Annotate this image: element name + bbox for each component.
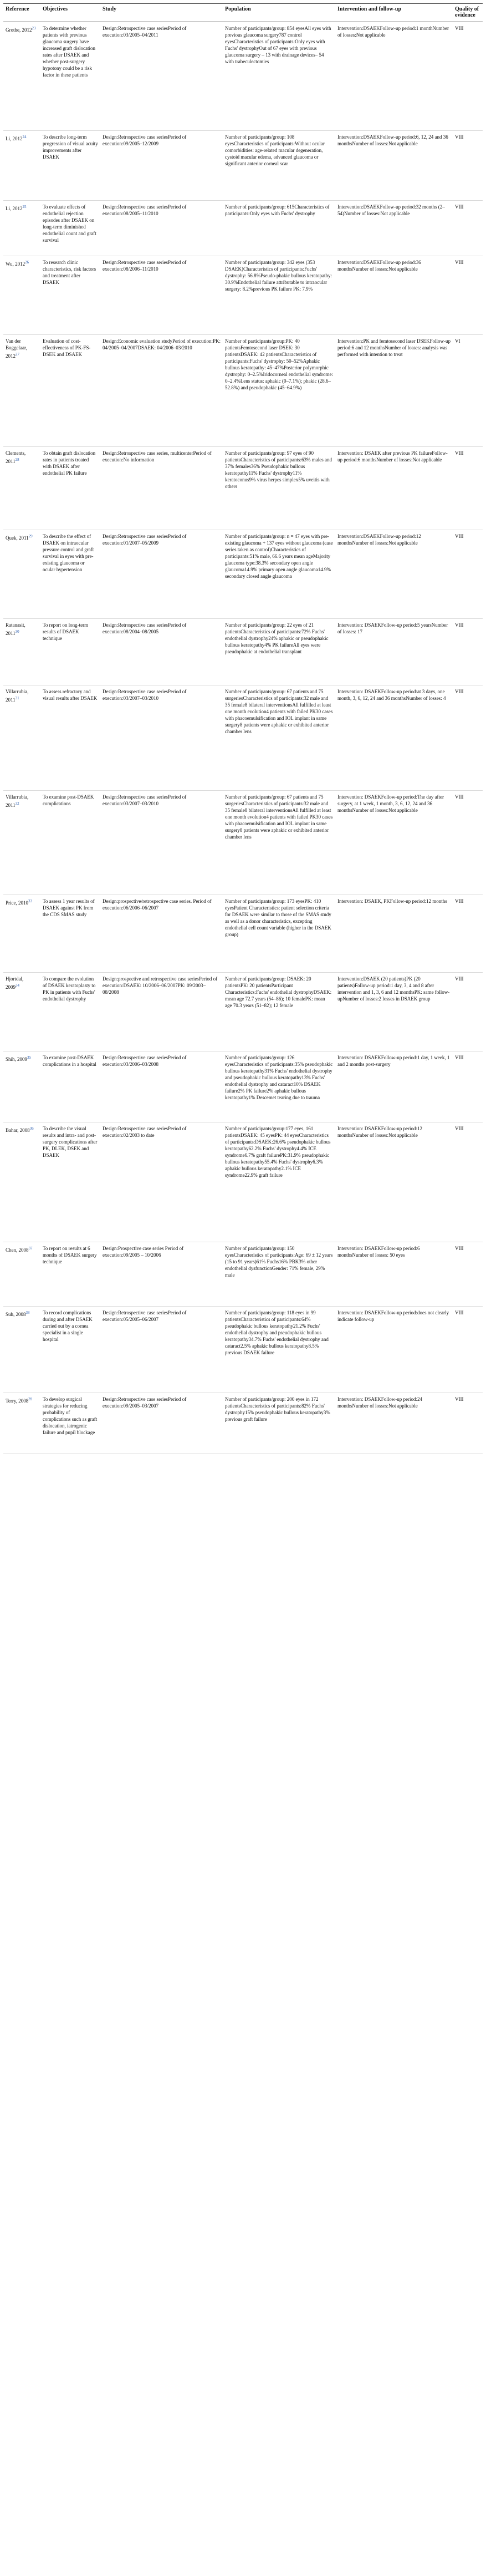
cell-reference bbox=[3, 256, 40, 335]
cell-intervention: Intervention:DSAEKFollow-up period:32 months (2–54)Number of losses:Not applicable bbox=[335, 201, 453, 256]
cell-population: Number of participants/group:177 eyes, 161 patientsDSAEK: 45 eyesPK: 44 eyesCharacteristics of participants:DSAEK:26.6% pseudophakic bullous keratopathy62.2% Fuchs' dystrophy4.4% ICE syndrome6.7% graft failurePK:31.9% pseudophakic bullous keratopathy55.4% Fuchs' dystrophy6.3% aphakic bullous keratopathy2.1% ICE syndrome22.9% graft failure bbox=[223, 1122, 335, 1242]
table-row bbox=[3, 22, 483, 131]
cell-intervention: Intervention:DSAEK (20 patients)PK (20 patients)Follow-up period:1 day, 3, 4 and 8 after intervention and 1, 3, 6 and 12 monthsPK: same follow-upNumber of losses:2 losses in DSAEK group bbox=[335, 973, 453, 1051]
cell-population: Number of participants/group: 67 patients and 75 surgeriesCharacteristics of participants:32 male and 35 female8 bilateral interventionsAll fulfilled at least one month evolution4 patients with failed PK30 cases with phacoemulsification and IOL implant in same surgery8 patients were aphakic or exhibited anterior chamber lens bbox=[223, 685, 335, 791]
cell-intervention: Intervention: DSAEKFollow-up period:The day after surgery, at 1 week, 1 month, 3, 6, 12, 24 and 36 monthsNumber of losses:Not applicable bbox=[335, 791, 453, 895]
cell-reference bbox=[3, 791, 40, 895]
reference-citation[interactable]: 30 bbox=[15, 629, 19, 634]
reference-citation[interactable]: 33 bbox=[28, 899, 32, 903]
cell-reference bbox=[3, 1307, 40, 1393]
reference-name[interactable]: Chen, 2008 bbox=[6, 1247, 29, 1253]
reference-name[interactable]: Price, 2010 bbox=[6, 900, 28, 906]
cell-quality: VIII bbox=[453, 1307, 483, 1393]
cell-population: Number of participants/group: 342 eyes (353 DSAEK)Characteristics of participants:Fuchs' dystrophy: 56.8%Pseudo-phakic bullous keratopathy: 30.9%Endothelial failure attributable to intraocular surgery: 8.2%previous PK failure PK: 7.9% bbox=[223, 256, 335, 335]
cell-reference bbox=[3, 1242, 40, 1307]
table-row bbox=[3, 895, 483, 973]
cell-quality: VIII bbox=[453, 1051, 483, 1122]
cell-objectives: To examine post-DSAEK complications bbox=[40, 791, 100, 895]
cell-quality: VIII bbox=[453, 895, 483, 973]
reference-citation[interactable]: 24 bbox=[22, 135, 27, 139]
cell-population: Number of participants/group: 97 eyes of 90 patientsCharacteristics of participants:63% males and 37% females36% Pseudophakic bullous keratopathy11% Fuchs' dystrophy11% keratoconus9% virus herpes simplex5% uveitis with others bbox=[223, 447, 335, 530]
table-row bbox=[3, 619, 483, 685]
table-row bbox=[3, 131, 483, 201]
cell-objectives: To evaluate effects of endothelial rejection episodes after DSAEK on long-term diminished endothelial count and graft survival bbox=[40, 201, 100, 256]
cell-objectives: To describe the visual results and intra- and post-surgery complications after PK, DLEK, DSEK and DSAEK bbox=[40, 1122, 100, 1242]
cell-intervention: Intervention:DSAEKFollow-up period:1 monthNumber of losses:Not applicable bbox=[335, 22, 453, 131]
cell-intervention: Intervention:DSAEKFollow-up period:6, 12, 24 and 36 monthsNumber of losses:Not applicable bbox=[335, 131, 453, 201]
cell-objectives: To obtain graft dislocation rates in patients treated with DSAEK after endothelial PK failure bbox=[40, 447, 100, 530]
cell-intervention: Intervention:PK and femtosecond laser DSEKFollow-up period:6 and 12 monthsNumber of losses: analysis was performed with intention to treat bbox=[335, 335, 453, 447]
cell-reference bbox=[3, 619, 40, 685]
reference-citation[interactable]: 36 bbox=[29, 1126, 34, 1131]
table-row bbox=[3, 1307, 483, 1393]
reference-citation[interactable]: 35 bbox=[27, 1055, 32, 1060]
reference-citation[interactable]: 39 bbox=[28, 1397, 33, 1401]
cell-population: Number of participants/group: 200 eyes in 172 patientsCharacteristics of participants:82% Fuchs' dystrophy15% pseudophakic bullous keratopathy3% previous graft failure bbox=[223, 1393, 335, 1454]
cell-population: Number of participants/group: 615Characteristics of participants:Only eyes with Fuchs' dystrophy bbox=[223, 201, 335, 256]
cell-quality: VIII bbox=[453, 1242, 483, 1307]
header-objectives: Objectives bbox=[40, 4, 100, 22]
reference-name[interactable]: Quek, 2011 bbox=[6, 535, 29, 541]
cell-quality: VI bbox=[453, 335, 483, 447]
cell-study: Design:Retrospective case seriesPeriod of execution:01/2007–05/2009 bbox=[100, 530, 223, 619]
cell-intervention: Intervention: DSAEK, PKFollow-up period:12 months bbox=[335, 895, 453, 973]
cell-reference bbox=[3, 973, 40, 1051]
cell-study: Design:Retrospective case seriesPeriod of execution:03/2007–03/2010 bbox=[100, 685, 223, 791]
cell-reference bbox=[3, 895, 40, 973]
cell-quality: VIII bbox=[453, 530, 483, 619]
cell-study: Design:Retrospective case seriesPeriod of execution:03/2005–04/2011 bbox=[100, 22, 223, 131]
cell-study: Design:Economic evaluation studyPeriod of execution:PK: 04/2005–04/2007DSAEK: 04/2006–03/2010 bbox=[100, 335, 223, 447]
cell-quality: VIII bbox=[453, 201, 483, 256]
cell-objectives: To research clinic characteristics, risk factors and treatment after DSAEK bbox=[40, 256, 100, 335]
cell-intervention: Intervention: DSAEKFollow-up period:24 monthsNumber of losses:Not applicable bbox=[335, 1393, 453, 1454]
cell-study: Design:Prospective case series Period of execution:09/2005 – 10/2006 bbox=[100, 1242, 223, 1307]
cell-objectives: To develop surgical strategies for reducing probability of complications such as graft dislocation, iatrogenic failure and pupil blockage bbox=[40, 1393, 100, 1454]
table-row bbox=[3, 201, 483, 256]
table-row bbox=[3, 335, 483, 447]
cell-quality: VIII bbox=[453, 256, 483, 335]
cell-objectives: To describe long-term progression of visual acuity improvements after DSAEK bbox=[40, 131, 100, 201]
cell-population: Number of participants/group: 126 eyesCharacteristics of participants:35% pseudophakic bullous keratopathy31% Fuchs' endothelial dystrophy and pseudophakic bullous keratopathy13% Fuchs' endothelial dystrophy and cataract10% DSAEK failure2% PK failure2% aphakic bullous keratopathy1% Descemet tearing due to trauma bbox=[223, 1051, 335, 1122]
cell-study: Design:Retrospective case seriesPeriod of execution:03/2006–03/2008 bbox=[100, 1051, 223, 1122]
cell-population: Number of participants/group: DSAEK: 20 patientsPK: 20 patientsParticipant Characteristics:Fuchs' endothelial dystrophyDSAEK: mean age 72.7 years (54–86); 10 femalePK: mean age 70.3 years (51–82); 12 female bbox=[223, 973, 335, 1051]
reference-citation[interactable]: 29 bbox=[28, 534, 33, 538]
cell-objectives: To compare the evolution of DSAEK keratoplasty to PK in patients with Fuchs' endothelial dystrophy bbox=[40, 973, 100, 1051]
cell-quality: VIII bbox=[453, 685, 483, 791]
reference-name[interactable]: Ratanasit, 2011 bbox=[6, 622, 25, 636]
cell-population: Number of participants/group: n = 47 eyes with pre-existing glaucoma + 137 eyes without glaucoma (case series taken as control)Characteristics of participants:51% male, 66.6 years mean ageMajority glaucoma type:38.3% secondary open angle glaucoma14.9% primary open angle glaucoma14.9% secondary closed angle glaucoma bbox=[223, 530, 335, 619]
reference-citation[interactable]: 25 bbox=[22, 205, 27, 209]
cell-quality: VIII bbox=[453, 973, 483, 1051]
table-row bbox=[3, 1242, 483, 1307]
table-row bbox=[3, 256, 483, 335]
table-row bbox=[3, 530, 483, 619]
cell-study: Design:Retrospective case seriesPeriod of execution:03/2007–03/2010 bbox=[100, 791, 223, 895]
reference-name[interactable]: Van der Boggelaar, 2012 bbox=[6, 338, 27, 359]
cell-population: Number of participants/group: 22 eyes of 21 patientsCharacteristics of participants:72% Fuchs' endothelial dystrophy24% aphakic or pseudophakic bullous keratopathy4% PK failureAll eyes were pseudophakic at endothelial transplant bbox=[223, 619, 335, 685]
reference-citation[interactable]: 37 bbox=[28, 1246, 33, 1251]
cell-intervention: Intervention: DSAEKFollow-up period:1 day, 1 week, 1 and 2 months post-surgery bbox=[335, 1051, 453, 1122]
reference-citation[interactable]: 26 bbox=[25, 260, 29, 265]
table-row bbox=[3, 1393, 483, 1454]
cell-objectives: Evaluation of cost-effectiveness of PK-FS-DSEK and DSAEK bbox=[40, 335, 100, 447]
cell-quality: VIII bbox=[453, 1393, 483, 1454]
reference-name[interactable]: Suh, 2008 bbox=[6, 1312, 26, 1317]
cell-study: Design:Retrospective case seriesPeriod of execution:08/2006–11/2010 bbox=[100, 256, 223, 335]
reference-name[interactable]: Li, 2012 bbox=[6, 206, 23, 211]
header-study: Study bbox=[100, 4, 223, 22]
cell-study: Design:Retrospective case series, multicenterPeriod of execution:No information bbox=[100, 447, 223, 530]
cell-objectives: To assess 1 year results of DSAEK against PK from the CDS SMAS study bbox=[40, 895, 100, 973]
reference-name[interactable]: Villarrubia, 2011 bbox=[6, 794, 29, 808]
table-header bbox=[3, 4, 483, 22]
cell-quality: VIII bbox=[453, 791, 483, 895]
cell-population: Number of participants/group:PK: 40 patientsFemtosecond laser DSEK: 30 patientsDSAEK: 42 patientsCharacteristics of participants:Fuchs' dystrophy: 50–52%Aphakic bullous keratopathy: 45–47%Posterior polymorphic dystrophy: 0–2.5%Iridocorneal endothelial syndrome: 0–2.4%Lens status: aphakic (0–7.1%); phakic (28.6–52.8%) and pseudophakic (45–64.9%) bbox=[223, 335, 335, 447]
cell-reference bbox=[3, 22, 40, 131]
cell-study: Design:Retrospective case seriesPeriod of execution:09/2005–12/2009 bbox=[100, 131, 223, 201]
cell-population: Number of participants/group: 173 eyesPK: 410 eyesPatient Characteristics: patient selection criteria for DSAEK were similar to those of the SMAS study as well as a donor characteristics, excepting endothelial cell count variable (higher in the DSAEK group) bbox=[223, 895, 335, 973]
reference-citation[interactable]: 28 bbox=[15, 458, 19, 462]
reference-name[interactable]: Grothe, 2012 bbox=[6, 27, 32, 33]
cell-reference bbox=[3, 201, 40, 256]
cell-objectives: To report on results at 6 months of DSAEK surgery technique bbox=[40, 1242, 100, 1307]
cell-population: Number of participants/group: 108 eyesCharacteristics of participants:Without ocular comorbidities: age-related macular degeneration, cystoid macular edema, advanced glaucoma or significant anterior corneal scar bbox=[223, 131, 335, 201]
header-intervention: Intervention and follow-up bbox=[335, 4, 453, 22]
reference-name[interactable]: Bahar, 2008 bbox=[6, 1127, 30, 1133]
cell-objectives: To determine whether patients with previous glaucoma surgery have increased graft dislocation rates after DSAEK and whether post-surgery hypotony could be a risk factor in these patients bbox=[40, 22, 100, 131]
reference-name[interactable]: Villarrubia, 2011 bbox=[6, 689, 29, 703]
reference-name[interactable]: Shih, 2009 bbox=[6, 1056, 28, 1062]
cell-study: Design:Retrospective case seriesPeriod of execution:02/2003 to date bbox=[100, 1122, 223, 1242]
cell-reference bbox=[3, 1393, 40, 1454]
evidence-table bbox=[3, 3, 483, 1454]
cell-objectives: To record complications during and after DSAEK carried out by a cornea specialist in a single hospital bbox=[40, 1307, 100, 1393]
cell-reference bbox=[3, 685, 40, 791]
cell-intervention: Intervention: DSAEK after previous PK failureFollow-up period:6 monthsNumber of losses:Not applicable bbox=[335, 447, 453, 530]
table-row bbox=[3, 1051, 483, 1122]
reference-name[interactable]: Terry, 2008 bbox=[6, 1398, 29, 1404]
cell-intervention: Intervention:DSAEKFollow-up period:36 monthsNumber of losses:Not applicable bbox=[335, 256, 453, 335]
table-body bbox=[3, 22, 483, 1454]
reference-name[interactable]: Clements, 2011 bbox=[6, 450, 26, 464]
table-row bbox=[3, 447, 483, 530]
table-row bbox=[3, 1122, 483, 1242]
table-row bbox=[3, 791, 483, 895]
cell-objectives: To assess refractory and visual results after DSAEK bbox=[40, 685, 100, 791]
header-quality: Quality of evidence bbox=[453, 4, 483, 22]
cell-intervention: Intervention: DSAEKFollow-up period:5 yearsNumber of losses: 17 bbox=[335, 619, 453, 685]
cell-population: Number of participants/group: 118 eyes in 99 patientsCharacteristics of participants:64% pseudophakic bullous keratopathy21.2% Fuchs' endothelial dystrophy and pseudophakic bullous keratopathy34.7% Fuchs' endothelial dystrophy and cataract2.5% aphakic bullous keratopathy8.5% previous DSAEK failure bbox=[223, 1307, 335, 1393]
cell-intervention: Intervention: DSAEKFollow-up period:at 3 days, one month, 3, 6, 12, 24 and 36 monthsNumber of losses: 4 bbox=[335, 685, 453, 791]
cell-reference bbox=[3, 131, 40, 201]
cell-quality: VIII bbox=[453, 619, 483, 685]
cell-reference bbox=[3, 447, 40, 530]
cell-population: Number of participants/group: 150 eyesCharacteristics of participants:Age: 69 ± 12 years (15 to 91 years)61% Fuchs16% PBK3% other endothelial dysfunctionGender: 71% female, 29% male bbox=[223, 1242, 335, 1307]
reference-citation[interactable]: 23 bbox=[32, 26, 36, 31]
cell-population: Number of participants/group: 67 patients and 75 surgeriesCharacteristics of participants:32 male and 35 female8 bilateral interventionsAll fulfilled at least one month evolution4 patients with failed PK30 cases with phacoemulsification and IOL implant in same surgery8 patients were aphakic or exhibited anterior chamber lens bbox=[223, 791, 335, 895]
cell-reference bbox=[3, 1051, 40, 1122]
cell-reference bbox=[3, 335, 40, 447]
cell-quality: VIII bbox=[453, 447, 483, 530]
cell-study: Design:prospective and retrospective case seriesPeriod of execution:DSAEK: 10/2006–06/2007PK: 09/2003–08/2008 bbox=[100, 973, 223, 1051]
cell-population: Number of participants/group: 854 eyesAll eyes with previous glaucoma surgery787 control eyesCharacteristics of participants:Only eyes with Fuchs' dystrophyOut of 67 eyes with previous glaucoma surgery – 13 with drainage devices– 54 with trabeculectomies bbox=[223, 22, 335, 131]
table-row bbox=[3, 685, 483, 791]
header-row bbox=[3, 4, 483, 22]
cell-intervention: Intervention: DSAEKFollow-up period:12 monthsNumber of losses:Not applicable bbox=[335, 1122, 453, 1242]
cell-objectives: To describe the effect of DSAEK on intraocular pressure control and graft survival in eyes with pre-existing glaucoma or ocular hypertension bbox=[40, 530, 100, 619]
reference-citation[interactable]: 34 bbox=[16, 983, 19, 988]
cell-study: Design:Retrospective case seriesPeriod of execution:08/2004–08/2005 bbox=[100, 619, 223, 685]
cell-intervention: Intervention:DSAEKFollow-up period:12 monthsNumber of losses:Not applicable bbox=[335, 530, 453, 619]
header-reference: Reference bbox=[3, 4, 40, 22]
header-population: Population bbox=[223, 4, 335, 22]
reference-name[interactable]: Li, 2012 bbox=[6, 136, 23, 141]
reference-name[interactable]: Wu, 2012 bbox=[6, 261, 25, 267]
cell-reference bbox=[3, 1122, 40, 1242]
cell-reference bbox=[3, 530, 40, 619]
cell-intervention: Intervention: DSAEKFollow-up period:6 monthsNumber of losses: 50 eyes bbox=[335, 1242, 453, 1307]
cell-study: Design:Retrospective case seriesPeriod of execution:09/2005–03/2007 bbox=[100, 1393, 223, 1454]
cell-objectives: To examine post-DSAEK complications in a hospital bbox=[40, 1051, 100, 1122]
reference-citation[interactable]: 32 bbox=[15, 801, 19, 806]
reference-citation[interactable]: 31 bbox=[15, 696, 19, 700]
cell-study: Design:Retrospective case seriesPeriod of execution:05/2005–06/2007 bbox=[100, 1307, 223, 1393]
cell-quality: VIII bbox=[453, 1122, 483, 1242]
cell-intervention: Intervention: DSAEKFollow-up period:does not clearly indicate follow-up bbox=[335, 1307, 453, 1393]
cell-study: Design:prospective/retrospective case series. Period of execution:06/2006–06/2007 bbox=[100, 895, 223, 973]
reference-citation[interactable]: 38 bbox=[25, 1310, 30, 1315]
cell-quality: VIII bbox=[453, 131, 483, 201]
reference-name[interactable]: Hjortdal, 2009 bbox=[6, 976, 24, 990]
reference-citation[interactable]: 27 bbox=[16, 352, 19, 357]
cell-study: Design:Retrospective case seriesPeriod of execution:08/2005–11/2010 bbox=[100, 201, 223, 256]
table-row bbox=[3, 973, 483, 1051]
cell-quality: VIII bbox=[453, 22, 483, 131]
cell-objectives: To report on long-term results of DSAEK technique bbox=[40, 619, 100, 685]
